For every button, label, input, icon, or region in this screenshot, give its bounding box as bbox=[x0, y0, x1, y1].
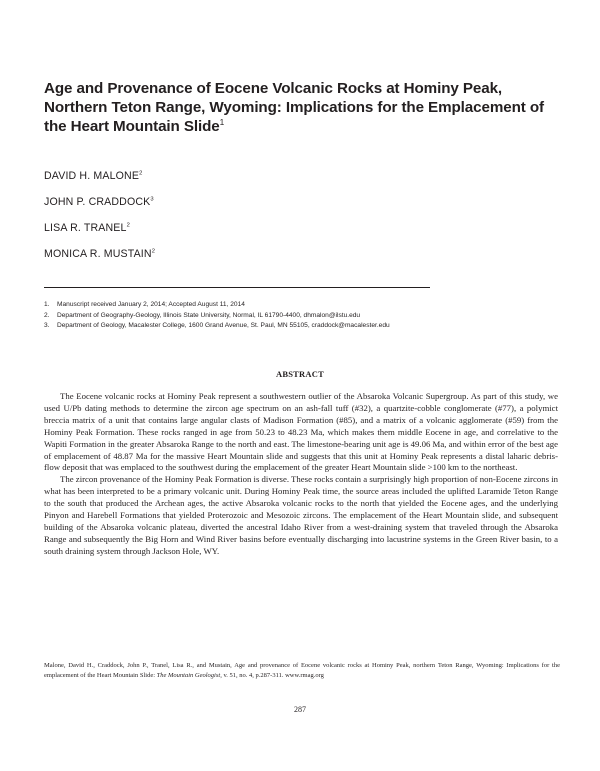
author-name: JOHN P. CRADDOCK bbox=[44, 196, 151, 208]
footnote-number: 1. bbox=[44, 301, 50, 308]
author-affiliation-mark: 2 bbox=[126, 222, 130, 229]
abstract-body bbox=[44, 391, 558, 558]
abstract-paragraph-2: The zircon provenance of the Hominy Peak Formation is diverse. These rocks contain a surprisingly high proportion of non-Eocene zircons in what has been interpreted to be a primary volcanic unit. During Hominy Peak time, the source areas included the uplifted Laramide Teton Range to the south that produced the Archean ages, the active Absaroka volcanic rocks to the north that yielded the Eocene ages, and the underlying Pinyon and Harebell Formations that yielded Proterozoic and Mesozoic zircons. The emplacement of the Heart Mountain slide, and subsequent building of the Absaroka volcanic plateau, diverted the ancestral Idaho River from a west-draining system that traveled through the Absaroka Range and subsequently the Big Horn and Wind River basins before eventually discharging into lacustrine systems in the Green River basin, to a south draining system through Jackson Hole, WY. bbox=[44, 474, 558, 556]
page-number: 287 bbox=[294, 705, 306, 714]
citation-text: Malone, David H., Craddock, John P., Tranel, Lisa R., and Mustain, Age and provenance of Eocene volcanic rocks at Hominy Peak, northern Teton Range, Wyoming: Implications for the emplacement of the Heart Mountain Slide: bbox=[44, 662, 560, 679]
footnote-text: Department of Geology, Macalester College, 1600 Grand Avenue, St. Paul, MN 55105, craddock@macalester.edu bbox=[57, 322, 390, 330]
abstract-heading: ABSTRACT bbox=[276, 369, 324, 379]
footnote-text: Manuscript received January 2, 2014; Accepted August 11, 2014 bbox=[57, 301, 245, 308]
citation-journal: The Mountain Geologist bbox=[156, 671, 221, 679]
footnotes bbox=[44, 300, 564, 332]
author-4 bbox=[44, 248, 155, 274]
article-title bbox=[44, 79, 564, 136]
footnote-divider bbox=[44, 287, 430, 288]
abstract-paragraph-1: The Eocene volcanic rocks at Hominy Peak represent a southwestern outlier of the Absaroka Volcanic Supergroup. As part of this study, we used U/Pb dating methods to determine the zircon age spectrum on an ash-fall tuff (#32), a quartzite-cobble conglomerate (#77), a polymict breccia matrix of a unit that contains large angular clasts of Madison Formation (#85), and a matrix of a volcanic agglomerate (#59) from the Hominy Peak Formation. These rocks ranged in age from 50.23 to 48.23 Ma, which makes them middle Eocene in age, and correlative to the Wapiti Formation in the greater Absaroka Range to the north and east. The limestone-bearing unit age is 49.06 Ma, and within error of the best age of emplacement of 48.87 Ma for the massive Heart Mountain slide and suggests that this unit at Hominy Peak represents a distal laharic debris-flow deposit that was emplaced to the southwest during the emplacement of the greater Heart Mountain slide >100 km to the northeast. bbox=[44, 391, 558, 473]
article-title-text: Age and Provenance of Eocene Volcanic Rocks at Hominy Peak, Northern Teton Range, Wyoming: Implications for the Emplacement of the Heart Mountain Slide bbox=[44, 80, 544, 135]
author-name: LISA R. TRANEL bbox=[44, 222, 127, 234]
citation bbox=[44, 661, 560, 680]
author-affiliation-mark: 2 bbox=[139, 170, 143, 177]
footnote-3 bbox=[44, 321, 564, 332]
footnote-number: 3. bbox=[44, 322, 50, 330]
author-list bbox=[44, 170, 155, 274]
footnote-1 bbox=[44, 300, 564, 311]
footnote-2 bbox=[44, 311, 564, 322]
author-2 bbox=[44, 196, 155, 222]
author-name: MONICA R. MUSTAIN bbox=[44, 248, 152, 260]
citation-details: , v. 51, no. 4, p.287-311. www.rmag.org bbox=[220, 671, 324, 679]
author-1 bbox=[44, 170, 155, 196]
author-affiliation-mark: 2 bbox=[151, 248, 156, 255]
title-footnote-mark: 1 bbox=[219, 116, 225, 127]
footnote-text: Department of Geography-Geology, Illinois State University, Normal, IL 61790-4400, dhmalon@ilstu.edu bbox=[57, 311, 361, 319]
author-3 bbox=[44, 222, 155, 248]
footnote-number: 2. bbox=[44, 311, 50, 319]
author-affiliation-mark: 3 bbox=[150, 196, 154, 203]
author-name: DAVID H. MALONE bbox=[44, 170, 140, 182]
